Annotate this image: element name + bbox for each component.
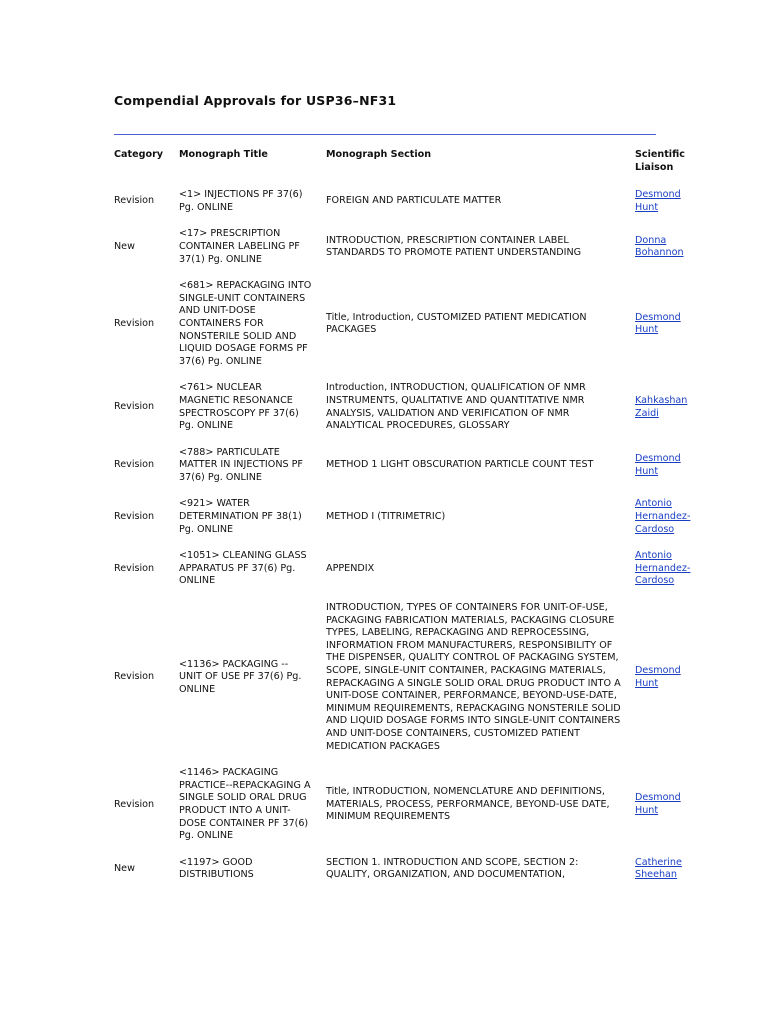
title-divider bbox=[114, 134, 656, 135]
row-monograph-title: <1197> GOOD DISTRIBUTIONS bbox=[179, 856, 254, 881]
header-monograph-section: Monograph Section bbox=[326, 149, 432, 160]
row-category: Revision bbox=[114, 511, 155, 523]
row-monograph-title: <1136> PACKAGING -- UNIT OF USE PF 37(6) Pg. ONLINE bbox=[179, 658, 302, 695]
row-monograph-section: Introduction, INTRODUCTION, QUALIFICATION OF NMR INSTRUMENTS, QUALITATIVE AND QUANTITATIVE NMR ANALYSIS, VALIDATION AND VERIFICATION OF NMR ANALYTICAL PROCEDURES, GLOSSARY bbox=[326, 382, 586, 432]
row-liaison-cell bbox=[629, 764, 707, 854]
row-category: Revision bbox=[114, 317, 155, 329]
row-liaison-cell bbox=[629, 277, 707, 379]
table-row bbox=[108, 599, 707, 764]
row-monograph-section: INTRODUCTION, TYPES OF CONTAINERS FOR UNIT-OF-USE, PACKAGING FABRICATION MATERIALS, PACKAGING CLOSURE TYPES, LABELING, REPACKAGING AND REPROCESSING, INFORMATION FROM MANUFACTURERS, RESPONSIBILITY OF THE DISPENSER, QUALITY CONTROL OF PACKAGING SYSTEM, SCOPE, SINGLE-UNIT CONTAINER, PACKAGING MATERIALS, REPACKAGING A SINGLE SOLID ORAL DRUG PRODUCT INTO A UNIT-DOSE CONTAINER, PERFORMANCE, BEYOND-USE-DATE, MINIMUM REQUIREMENTS, REPACKAGING NONSTERILE SOLID AND LIQUID DOSAGE FORMS INTO SINGLE-UNIT CONTAINERS AND UNIT-DOSE CONTAINERS, CUSTOMIZED PATIENT MEDICATION PACKAGES bbox=[326, 602, 621, 752]
row-monograph-section: METHOD I (TITRIMETRIC) bbox=[326, 511, 446, 523]
table-row bbox=[108, 764, 707, 854]
row-monograph-title: <761> NUCLEAR MAGNETIC RESONANCE SPECTROSCOPY PF 37(6) Pg. ONLINE bbox=[179, 382, 299, 432]
approvals-table bbox=[108, 146, 707, 893]
liaison-link[interactable]: Antonio Hernandez-Cardoso bbox=[635, 550, 691, 587]
liaison-link[interactable]: Catherine Sheehan bbox=[635, 856, 682, 881]
table-header-row bbox=[108, 146, 707, 186]
liaison-link[interactable]: Desmond Hunt bbox=[635, 311, 681, 336]
header-scientific-liaison bbox=[629, 146, 707, 186]
header-liaison-line2: Liaison bbox=[635, 161, 674, 173]
row-monograph-title: <1> INJECTIONS PF 37(6) Pg. ONLINE bbox=[179, 189, 303, 213]
table-row bbox=[108, 444, 707, 496]
row-liaison-cell bbox=[629, 854, 707, 893]
table-row bbox=[108, 277, 707, 379]
row-category: Revision bbox=[114, 562, 155, 574]
row-liaison-cell bbox=[629, 547, 707, 599]
liaison-link[interactable]: Desmond Hunt bbox=[635, 792, 681, 816]
row-monograph-title: <1146> PACKAGING PRACTICE--REPACKAGING A SINGLE SOLID ORAL DRUG PRODUCT INTO A UNIT-DOSE CONTAINER PF 37(6) Pg. ONLINE bbox=[179, 767, 311, 842]
row-monograph-section: INTRODUCTION, PRESCRIPTION CONTAINER LABEL STANDARDS TO PROMOTE PATIENT UNDERSTANDING bbox=[326, 234, 582, 259]
liaison-link[interactable]: Kahkashan Zaidi bbox=[635, 394, 688, 419]
liaison-link[interactable]: Desmond Hunt bbox=[635, 189, 681, 213]
row-monograph-section: SECTION 1. INTRODUCTION AND SCOPE, SECTION 2: QUALITY, ORGANIZATION, AND DOCUMENTATION, bbox=[326, 856, 579, 881]
liaison-link[interactable]: Desmond Hunt bbox=[635, 452, 681, 477]
row-liaison-cell bbox=[629, 379, 707, 443]
liaison-link[interactable]: Donna Bohannon bbox=[635, 234, 684, 259]
row-liaison-cell bbox=[629, 186, 707, 225]
table-row bbox=[108, 186, 707, 225]
row-category: New bbox=[114, 240, 135, 252]
row-monograph-section: FOREIGN AND PARTICULATE MATTER bbox=[326, 195, 502, 207]
row-monograph-section: Title, INTRODUCTION, NOMENCLATURE AND DEFINITIONS, MATERIALS, PROCESS, PERFORMANCE, BEYOND-USE DATE, MINIMUM REQUIREMENTS bbox=[326, 786, 610, 823]
row-liaison-cell bbox=[629, 599, 707, 764]
table-row bbox=[108, 379, 707, 443]
row-liaison-cell bbox=[629, 444, 707, 496]
row-monograph-title: <17> PRESCRIPTION CONTAINER LABELING PF 37(1) Pg. ONLINE bbox=[179, 228, 300, 265]
row-liaison-cell bbox=[629, 225, 707, 277]
page-title: Compendial Approvals for USP36–NF31 bbox=[114, 93, 397, 108]
table-row bbox=[108, 495, 707, 547]
row-monograph-title: <681> REPACKAGING INTO SINGLE-UNIT CONTAINERS AND UNIT-DOSE CONTAINERS FOR NONSTERILE SOLID AND LIQUID DOSAGE FORMS PF 37(6) Pg. ONLINE bbox=[179, 280, 312, 367]
row-category: Revision bbox=[114, 401, 155, 413]
row-monograph-title: <921> WATER DETERMINATION PF 38(1) Pg. ONLINE bbox=[179, 498, 302, 535]
liaison-link[interactable]: Antonio Hernandez-Cardoso bbox=[635, 498, 691, 535]
header-liaison-line1: Scientific bbox=[635, 149, 685, 160]
row-category: New bbox=[114, 863, 135, 875]
table-row bbox=[108, 547, 707, 599]
row-category: Revision bbox=[114, 798, 155, 810]
table-row bbox=[108, 854, 707, 893]
row-monograph-section: APPENDIX bbox=[326, 562, 375, 574]
row-monograph-title: <1051> CLEANING GLASS APPARATUS PF 37(6) Pg. ONLINE bbox=[179, 550, 307, 587]
row-monograph-title: <788> PARTICULATE MATTER IN INJECTIONS PF 37(6) Pg. ONLINE bbox=[179, 446, 303, 483]
row-monograph-section: Title, Introduction, CUSTOMIZED PATIENT MEDICATION PACKAGES bbox=[326, 311, 587, 336]
row-category: Revision bbox=[114, 671, 155, 683]
liaison-link[interactable]: Desmond Hunt bbox=[635, 665, 681, 689]
row-category: Revision bbox=[114, 459, 155, 471]
header-category: Category bbox=[114, 149, 164, 160]
header-monograph-title: Monograph Title bbox=[179, 149, 268, 160]
row-monograph-section: METHOD 1 LIGHT OBSCURATION PARTICLE COUNT TEST bbox=[326, 459, 594, 471]
table-row bbox=[108, 225, 707, 277]
row-category: Revision bbox=[114, 195, 155, 207]
row-liaison-cell bbox=[629, 495, 707, 547]
